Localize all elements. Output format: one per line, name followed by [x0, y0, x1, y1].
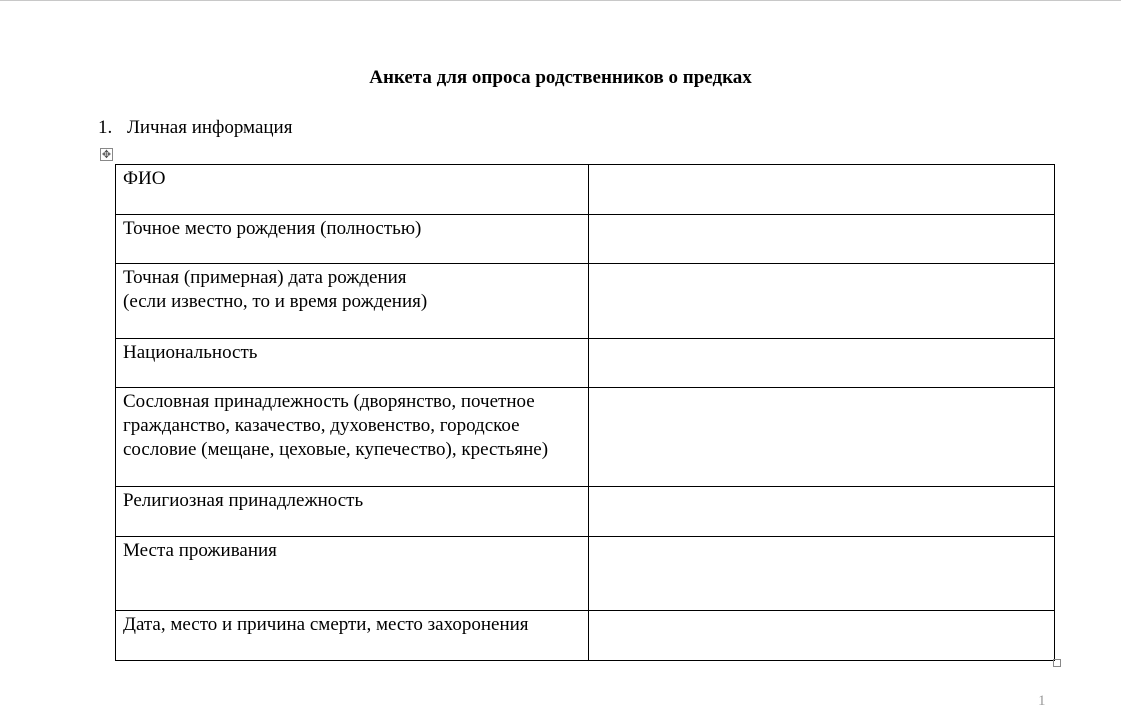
row-label: Точная (примерная) дата рождения (если известно, то и время рождения)	[116, 264, 589, 339]
section-label: Личная информация	[127, 117, 293, 138]
row-label: Дата, место и причина смерти, место захоронения	[116, 611, 589, 661]
personal-info-table	[115, 164, 1055, 661]
row-label: ФИО	[116, 165, 589, 215]
row-label: Сословная принадлежность (дворянство, почетное гражданство, казачество, духовенство, городское сословие (мещане, цеховые, купечество), крестьяне)	[116, 388, 589, 487]
row-value-cell[interactable]	[589, 537, 1055, 611]
row-value-cell[interactable]	[589, 264, 1055, 339]
table-row	[116, 339, 1055, 388]
row-value-cell[interactable]	[589, 611, 1055, 661]
table-row	[116, 264, 1055, 339]
page-top-border	[0, 0, 1121, 1]
table-row	[116, 215, 1055, 264]
row-label: Религиозная принадлежность	[116, 487, 589, 537]
table-row	[116, 487, 1055, 537]
row-value-cell[interactable]	[589, 388, 1055, 487]
row-value-cell[interactable]	[589, 487, 1055, 537]
page-number: 1	[1038, 693, 1046, 709]
row-label: Точное место рождения (полностью)	[116, 215, 589, 264]
document-title: Анкета для опроса родственников о предках	[369, 67, 752, 88]
table-row	[116, 388, 1055, 487]
section-number: 1.	[98, 117, 113, 138]
row-value-cell[interactable]	[589, 165, 1055, 215]
table-row	[116, 537, 1055, 611]
table-move-handle-icon[interactable]: ✥	[101, 148, 112, 161]
section-heading	[98, 117, 292, 139]
row-label: Места проживания	[116, 537, 589, 611]
row-value-cell[interactable]	[589, 339, 1055, 388]
row-label: Национальность	[116, 339, 589, 388]
table-row	[116, 611, 1055, 661]
table-resize-handle-icon[interactable]	[1053, 659, 1061, 667]
row-value-cell[interactable]	[589, 215, 1055, 264]
table-row	[116, 165, 1055, 215]
